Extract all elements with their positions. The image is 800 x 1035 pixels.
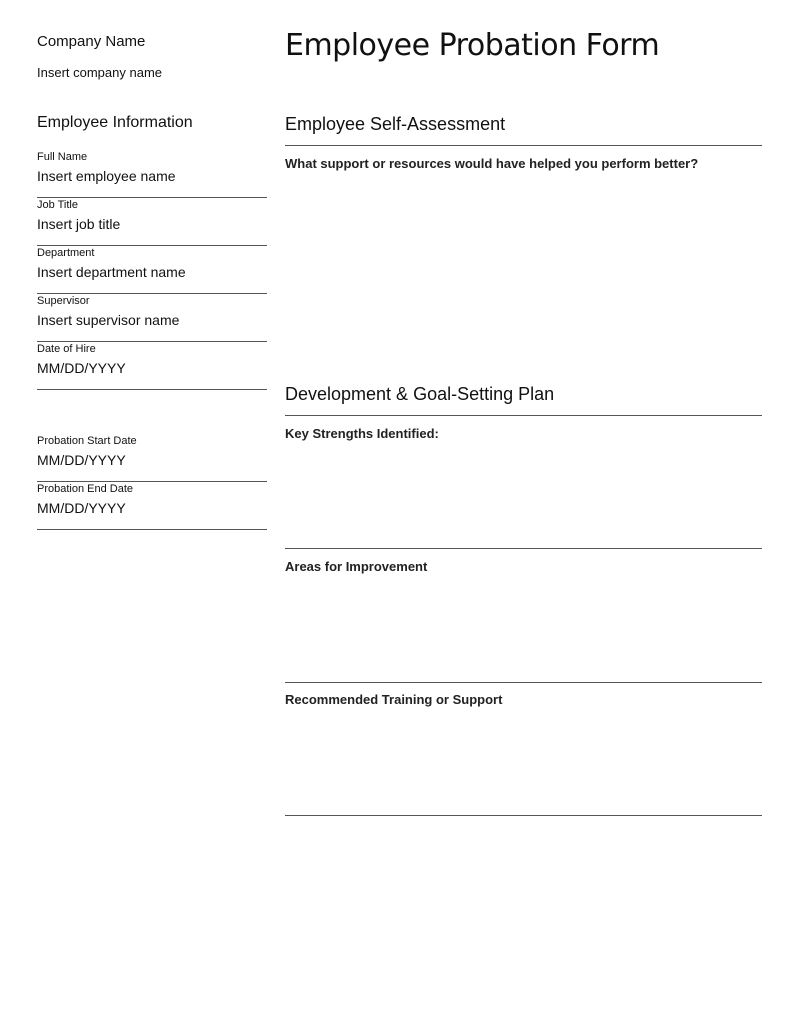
- field-value[interactable]: MM/DD/YYYY: [37, 452, 126, 468]
- probation-start-date-field[interactable]: [37, 435, 267, 482]
- full-name-field[interactable]: [37, 151, 267, 198]
- divider: [285, 682, 762, 683]
- divider: [285, 548, 762, 549]
- field-value[interactable]: MM/DD/YYYY: [37, 500, 126, 516]
- field-label: Probation End Date: [37, 483, 134, 495]
- field-value[interactable]: Insert employee name: [37, 168, 176, 184]
- job-title-field[interactable]: [37, 199, 267, 246]
- probation-end-date-field[interactable]: [37, 483, 267, 530]
- company-name-label: Company Name: [37, 33, 146, 50]
- date-of-hire-field[interactable]: [37, 343, 267, 390]
- divider: [285, 415, 762, 416]
- areas-improvement-label: Areas for Improvement: [285, 559, 428, 574]
- field-label: Department: [37, 247, 95, 259]
- department-field[interactable]: [37, 247, 267, 294]
- field-label: Supervisor: [37, 295, 90, 307]
- field-label: Job Title: [37, 199, 78, 211]
- company-name-field[interactable]: Insert company name: [37, 65, 163, 80]
- field-value[interactable]: Insert supervisor name: [37, 312, 180, 328]
- supervisor-field[interactable]: [37, 295, 267, 342]
- field-value[interactable]: Insert department name: [37, 264, 186, 280]
- page-title: Employee Probation Form: [285, 28, 660, 63]
- field-label: Probation Start Date: [37, 435, 137, 447]
- support-question: What support or resources would have helped you perform better?: [285, 156, 699, 171]
- divider: [285, 145, 762, 146]
- recommended-training-label: Recommended Training or Support: [285, 692, 503, 707]
- field-value[interactable]: Insert job title: [37, 216, 121, 232]
- field-label: Date of Hire: [37, 343, 96, 355]
- development-heading: Development & Goal-Setting Plan: [285, 384, 555, 404]
- divider: [285, 815, 762, 816]
- employee-info-heading: Employee Information: [37, 114, 193, 131]
- self-assessment-heading: Employee Self-Assessment: [285, 114, 506, 134]
- field-label: Full Name: [37, 151, 88, 163]
- field-value[interactable]: MM/DD/YYYY: [37, 360, 126, 376]
- key-strengths-label: Key Strengths Identified:: [285, 426, 439, 441]
